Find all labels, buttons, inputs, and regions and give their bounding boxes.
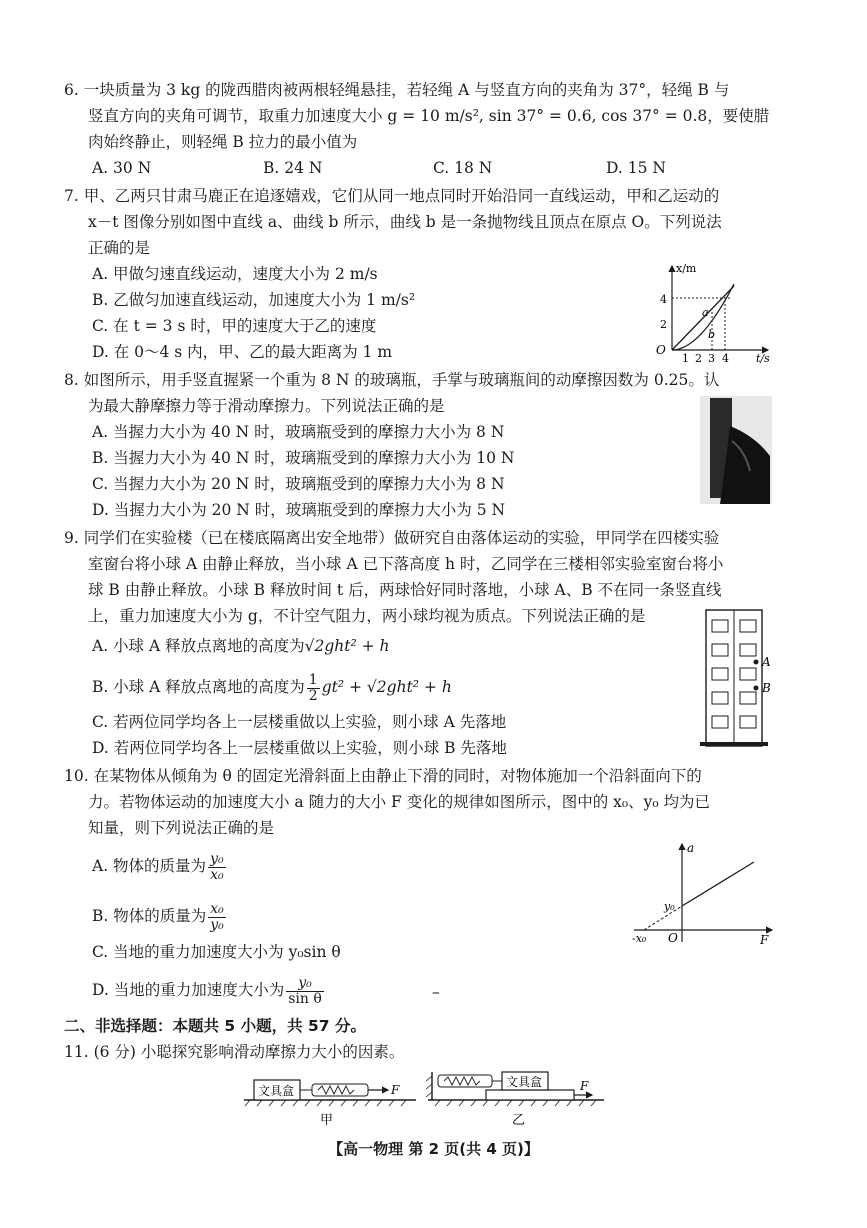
hand-bottle-photo — [700, 396, 772, 504]
q8-option-a: A. 当握力大小为 40 N 时，玻璃瓶受到的摩擦力大小为 8 N — [92, 423, 505, 441]
fig-label-b: B — [762, 681, 771, 695]
q10-option-a-prefix: A. 物体的质量为 — [92, 857, 207, 875]
y-axis-label: x/m — [676, 262, 697, 275]
setup-yi — [426, 1072, 604, 1128]
q8-option-c: C. 当握力大小为 20 N 时，玻璃瓶受到的摩擦力大小为 8 N — [92, 475, 505, 493]
fig-label-a: A — [762, 655, 771, 669]
x-tick-2: 2 — [695, 352, 702, 365]
caption-yi: 乙 — [512, 1113, 526, 1128]
y-tick-4: 4 — [660, 293, 667, 306]
q6-option-a: A. 30 N — [92, 159, 152, 177]
q9-option-b-prefix: B. 小球 A 释放点离地的高度为 — [92, 678, 305, 696]
spring-scale-yi — [438, 1075, 492, 1087]
frac-den: x₀ — [210, 866, 224, 883]
force-label-yi: F — [580, 1079, 589, 1093]
q10-option-b-prefix: B. 物体的质量为 — [92, 907, 207, 925]
section2-heading: 二、非选择题：本题共 5 小题，共 57 分。 — [64, 1017, 366, 1035]
q9-option-a-expr: √2ght² + h — [304, 637, 390, 655]
q9-option-b — [92, 670, 452, 704]
q6-option-b: B. 24 N — [263, 159, 323, 177]
q9-line1: 9. 同学们在实验楼（已在楼底隔离出安全地带）做研究自由落体运动的实验，甲同学在四楼实验 — [64, 529, 720, 547]
q10-option-d — [92, 972, 326, 1008]
y-axis-label: a — [687, 841, 695, 855]
caption-jia: 甲 — [320, 1113, 334, 1128]
q7-line1: 7. 甲、乙两只甘肃马鹿正在追逐嬉戏，它们从同一地点同时开始沿同一直线运动，甲和乙运动的 — [64, 187, 720, 205]
x-tick-1: 1 — [682, 352, 689, 365]
y0-label: y₀ — [664, 900, 675, 913]
q10-line2: 力。若物体运动的加速度大小 a 随力的大小 F 变化的规律如图所示，图中的 x₀、y₀ 均为已 — [88, 793, 710, 811]
frac-num: x₀ — [208, 902, 226, 918]
frac-num: y₀ — [210, 850, 224, 867]
q7-option-d: D. 在 0～4 s 内，甲、乙的最大距离为 1 m — [92, 343, 393, 361]
q9-line4: 上，重力加速度大小为 g，不计空气阻力，两小球均视为质点。下列说法正确的是 — [88, 607, 646, 625]
q8-option-d: D. 当握力大小为 20 N 时，玻璃瓶受到的摩擦力大小为 5 N — [92, 501, 506, 519]
q6-line2: 竖直方向的夹角可调节，取重力加速度大小 g = 10 m/s², sin 37° = 0.6, cos 37° = 0.8，要使腊 — [88, 107, 770, 125]
q10-option-d-prefix: D. 当地的重力加速度大小为 — [92, 981, 285, 999]
frac-den: sin θ — [288, 990, 322, 1007]
neg-x0-label: -x₀ — [632, 932, 647, 945]
q10-line3: 知量，则下列说法正确的是 — [88, 819, 275, 837]
q7-xt-graph — [650, 258, 775, 370]
q9-line2: 室窗台将小球 A 由静止释放，当小球 A 已下落高度 h 时，乙同学在三楼相邻实验室窗台将小 — [88, 555, 724, 573]
frac-den: 2 — [308, 687, 318, 704]
q9-line3: 球 B 由静止释放。小球 B 释放时间 t 后，两球恰好同时落地，小球 A、B 不在同一条竖直线 — [88, 581, 722, 599]
q10-aF-graph — [630, 838, 780, 950]
q9-option-a — [92, 634, 390, 658]
q6-line1: 6. 一块质量为 3 kg 的陇西腊肉被两根轻绳悬挂，若轻绳 A 与竖直方向的夹角为 37°，轻绳 B 与 — [64, 81, 730, 99]
q10-option-a — [92, 848, 228, 884]
q8-option-b: B. 当握力大小为 40 N 时，玻璃瓶受到的摩擦力大小为 10 N — [92, 449, 515, 467]
q11-line1: 11. (6 分) 小聪探究影响滑动摩擦力大小的因素。 — [64, 1043, 405, 1061]
box-jia-label: 文具盒 — [258, 1084, 295, 1098]
q7-line2: x－t 图像分别如图中直线 a、曲线 b 所示，曲线 b 是一条抛物线且顶点在原点 O。下列说法 — [88, 213, 722, 231]
origin-label: O — [656, 343, 666, 357]
ball-a — [754, 660, 759, 665]
q7-option-c: C. 在 t = 3 s 时，甲的速度大于乙的速度 — [92, 317, 377, 335]
x-axis-label: t/s — [756, 352, 770, 365]
wall-hatch-yi — [426, 1076, 432, 1097]
x-tick-4: 4 — [722, 352, 729, 365]
q10-option-a-fraction — [208, 852, 226, 883]
stray-mark: – — [432, 983, 440, 1001]
q9-option-a-prefix: A. 小球 A 释放点离地的高度为 — [92, 637, 305, 655]
ball-b — [754, 686, 759, 691]
floor-hatch-yi — [435, 1100, 596, 1106]
q9-option-b-fraction — [307, 673, 320, 704]
force-label-jia: F — [391, 1083, 400, 1097]
floor-hatch-jia — [245, 1100, 406, 1106]
label-a: a — [702, 306, 709, 319]
ground — [700, 742, 768, 746]
q9-option-b-expr: gt² + √2ght² + h — [321, 678, 452, 696]
q10-option-c: C. 当地的重力加速度大小为 y₀sin θ — [92, 943, 341, 961]
label-b: b — [708, 328, 716, 341]
q10-option-d-fraction — [286, 976, 324, 1007]
a-vs-F-line — [682, 862, 754, 906]
q10-option-b — [92, 898, 228, 934]
y-tick-2: 2 — [660, 318, 667, 331]
setup-jia — [244, 1080, 416, 1128]
x-axis-label: F — [760, 933, 769, 947]
q8-line2: 为最大静摩擦力等于滑动摩擦力。下列说法正确的是 — [88, 397, 445, 415]
q11-figure — [240, 1068, 610, 1130]
q6-line3: 肉始终静止，则轻绳 B 拉力的最小值为 — [88, 133, 358, 151]
box-yi-label: 文具盒 — [506, 1075, 543, 1089]
q8-line1: 8. 如图所示，用手竖直握紧一个重为 8 N 的玻璃瓶，手掌与玻璃瓶间的动摩擦因数为 0.25。认 — [64, 371, 720, 389]
q9-option-d: D. 若两位同学均各上一层楼重做以上实验，则小球 B 先落地 — [92, 739, 507, 757]
q6-option-d: D. 15 N — [606, 159, 666, 177]
q7-option-a: A. 甲做匀速直线运动，速度大小为 2 m/s — [92, 265, 378, 283]
frac-num: y₀ — [286, 976, 324, 992]
board-yi — [486, 1090, 574, 1100]
frac-den: y₀ — [210, 916, 224, 933]
q7-option-b: B. 乙做匀加速直线运动，加速度大小为 1 m/s² — [92, 291, 416, 309]
q10-option-b-fraction — [208, 902, 226, 933]
q10-line1: 10. 在某物体从倾角为 θ 的固定光滑斜面上由静止下滑的同时，对物体施加一个沿斜面向下的 — [64, 767, 702, 785]
extrapolated-line — [644, 906, 682, 930]
q9-building-figure — [700, 606, 780, 748]
q7-line3: 正确的是 — [88, 239, 151, 257]
page-footer: 【高一物理 第 2 页(共 4 页)】 — [328, 1140, 539, 1158]
q9-option-c: C. 若两位同学均各上一层楼重做以上实验，则小球 A 先落地 — [92, 713, 507, 731]
q6-option-c: C. 18 N — [433, 159, 493, 177]
origin-label: O — [668, 931, 678, 945]
x-tick-3: 3 — [708, 352, 715, 365]
frac-num: 1 — [308, 671, 318, 688]
